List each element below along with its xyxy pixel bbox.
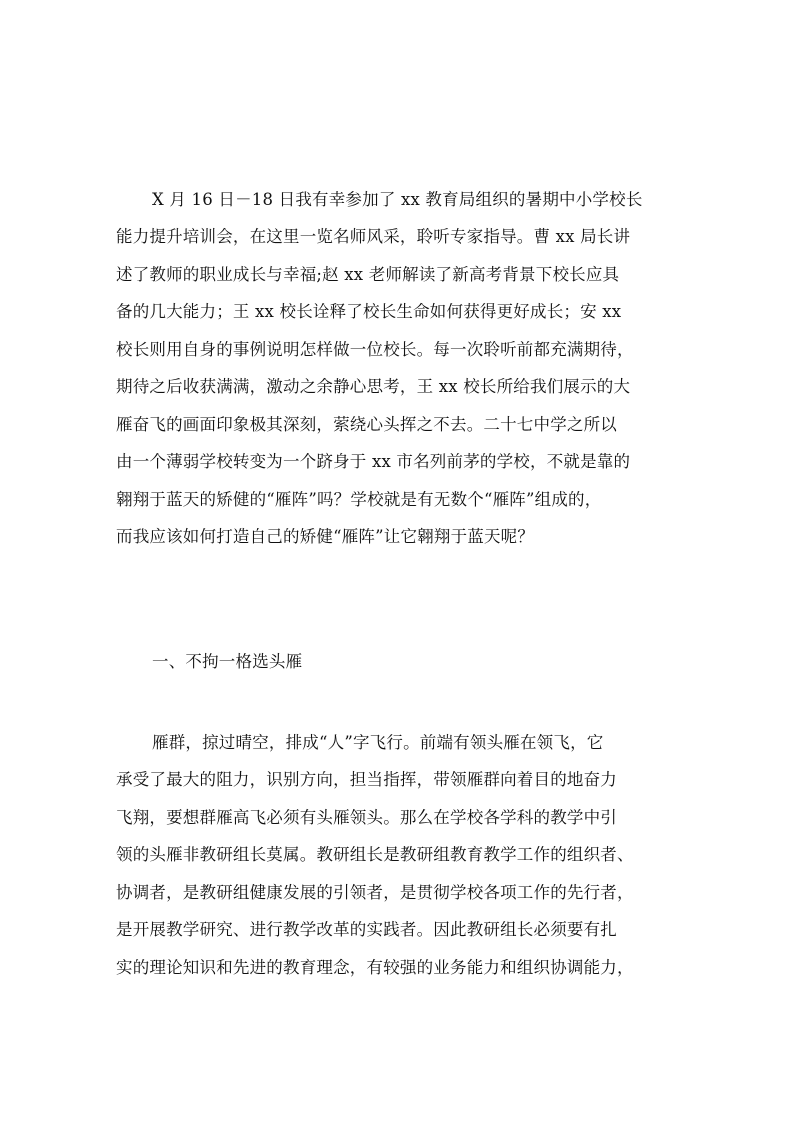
paragraph-line: 校长则用自身的事例说明怎样做一位校长。每一次聆听前都充满期待， [116, 340, 634, 359]
paragraph-line: 承受了最大的阻力，识别方向，担当指挥，带领雁群向着目的地奋力 [116, 770, 617, 789]
paragraph-line: 雁奋飞的画面印象极其深刻，萦绕心头挥之不去。二十七中学之所以 [116, 415, 617, 434]
paragraph-line: 是开展教学研究、进行教学改革的实践者。因此教研组长必须要有扎 [116, 920, 617, 939]
paragraph-line: 飞翔，要想群雁高飞必须有头雁领头。那么在学校各学科的教学中引 [116, 808, 617, 827]
paragraph-line: 实的理论知识和先进的教育理念，有较强的业务能力和组织协调能力， [116, 958, 634, 977]
paragraph-line: 翱翔于蓝天的矫健的“雁阵”吗？学校就是有无数个“雁阵”组成的， [116, 490, 602, 509]
paragraph-line: 期待之后收获满满，激动之余静心思考，王 xx 校长所给我们展示的大 [116, 377, 631, 396]
paragraph-line: 雁群，掠过晴空，排成“人”字飞行。前端有领头雁在领飞，它 [152, 733, 604, 752]
paragraph-line: 协调者，是教研组健康发展的引领者，是贯彻学校各项工作的先行者， [116, 883, 634, 902]
paragraph-line: 而我应该如何打造自己的矫健“雁阵”让它翱翔于蓝天呢？ [116, 527, 535, 546]
paragraph-line: 领的头雁非教研组长莫属。教研组长是教研组教育教学工作的组织者、 [116, 845, 634, 864]
paragraph-line: X 月 16 日－18 日我有幸参加了 xx 教育局组织的暑期中小学校长 [152, 190, 643, 209]
paragraph-line: 由一个薄弱学校转变为一个跻身于 xx 市名列前茅的学校，不就是靠的 [116, 452, 631, 471]
paragraph-line: 能力提升培训会，在这里一览名师风采，聆听专家指导。曹 xx 局长讲 [116, 227, 631, 246]
paragraph-line: 述了教师的职业成长与幸福;赵 xx 老师解读了新高考背景下校长应具 [116, 265, 620, 284]
paragraph-line: 备的几大能力；王 xx 校长诠释了校长生命如何获得更好成长；安 xx [116, 302, 622, 321]
heading-text: 一、不拘一格选头雁 [152, 652, 303, 671]
